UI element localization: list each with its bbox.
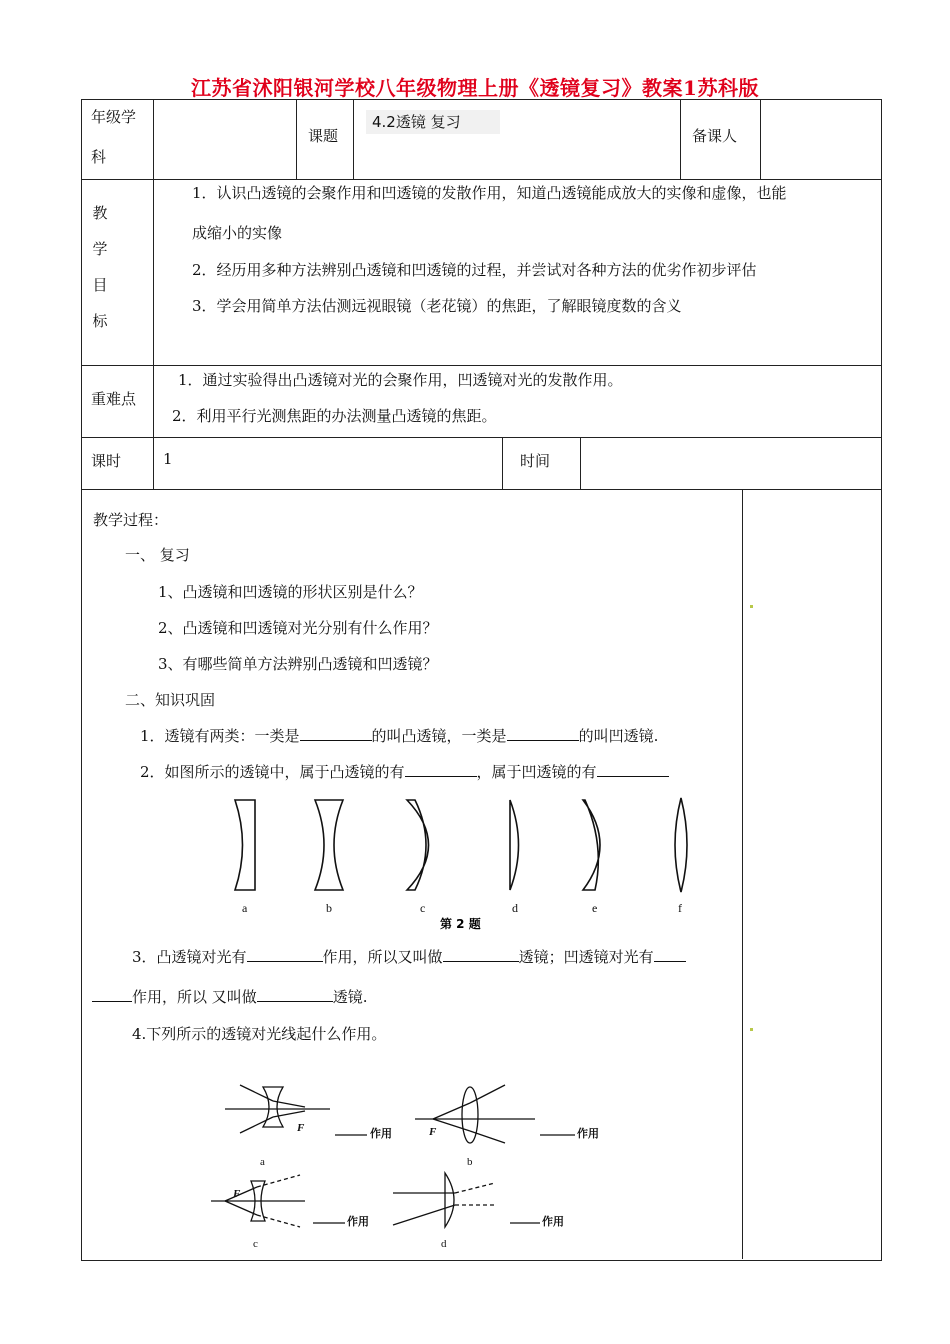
answer-blank[interactable] (597, 762, 669, 777)
ray-line (433, 1119, 470, 1131)
lens-figure-caption: 第 2 题 (440, 917, 481, 931)
scan-dot (750, 1028, 753, 1031)
key-points-label: 重难点 (91, 390, 137, 408)
review-question: 3、有哪些简单方法辨别凸透镜和凹透镜？ (158, 655, 438, 673)
objective-line: 成缩小的实像 (192, 224, 283, 242)
lens-d-plano-convex (510, 800, 519, 890)
lens-label: e (592, 901, 598, 915)
review-question: 1、凸透镜和凹透镜的形状区别是什么？ (158, 583, 423, 601)
grade-subject-label: 年级学 科 (91, 108, 137, 166)
objective-line: 2．经历用多种方法辨别凸透镜和凹透镜的过程，并尝试对各种方法的优劣作初步评估 (192, 261, 757, 279)
ray-diagrams-figure (205, 1075, 615, 1255)
lens-f-double-convex (675, 798, 687, 892)
effect-label: 作用 (577, 1127, 599, 1140)
answer-blank[interactable] (654, 947, 686, 962)
focus-label: F (429, 1126, 437, 1138)
document-title: 江苏省沭阳银河学校八年级物理上册《透镜复习》教案1苏科版 (191, 76, 759, 100)
preparer-label: 备课人 (692, 127, 738, 145)
ray-line (393, 1205, 455, 1225)
row-divider (81, 365, 881, 366)
focus-label: F (297, 1122, 305, 1134)
lens-c-meniscus (407, 800, 429, 890)
column-divider (502, 437, 503, 489)
topic-value: 4.2透镜 复习 (366, 110, 500, 134)
lens-b-double-concave (315, 800, 343, 890)
ray-diagram-label: a (260, 1156, 265, 1168)
topic-label: 课题 (308, 127, 339, 145)
ray-line (433, 1103, 470, 1119)
scan-dot (750, 605, 753, 608)
section-consolidation: 二、知识巩固 (125, 691, 216, 709)
question-3: 3．凸透镜对光有 作用，所以又叫做 透镜；凹透镜对光有 (132, 947, 686, 967)
lens-e-meniscus (583, 800, 600, 890)
question-4: 4.下列所示的透镜对光线起什么作用。 (132, 1025, 387, 1043)
review-question: 2、凸透镜和凹透镜对光分别有什么作用？ (158, 619, 438, 637)
ray-diagram-d-lens (445, 1173, 454, 1227)
ray-diagram-b-lens (462, 1087, 478, 1143)
lens-a-plano-concave (235, 800, 255, 890)
ray-diagram-label: d (441, 1238, 447, 1250)
ray-line (455, 1183, 495, 1193)
key-point-line: 2．利用平行光测焦距的办法测量凸透镜的焦距。 (172, 407, 497, 425)
period-value: 1 (163, 450, 173, 468)
column-divider (153, 179, 154, 489)
row-divider (81, 489, 881, 490)
answer-blank[interactable] (507, 726, 579, 741)
objective-line: 3．学会用简单方法估测远视眼镜（老花镜）的焦距，了解眼镜度数的含义 (192, 297, 682, 315)
lens-label: a (242, 901, 248, 915)
answer-blank[interactable] (300, 726, 372, 741)
process-heading: 教学过程： (93, 511, 169, 529)
column-divider (153, 99, 154, 179)
effect-label: 作用 (542, 1215, 564, 1228)
question-3-cont: 作用，所以 又叫做 透镜. (92, 987, 368, 1007)
lens-label: f (678, 901, 682, 915)
answer-blank[interactable] (92, 987, 132, 1002)
lens-shapes-figure (215, 790, 705, 935)
lens-label: c (420, 901, 426, 915)
column-divider (680, 99, 681, 179)
column-divider (760, 99, 761, 179)
ray-line (240, 1117, 273, 1133)
effect-label: 作用 (370, 1127, 392, 1140)
answer-blank[interactable] (443, 947, 519, 962)
column-divider (580, 437, 581, 489)
ray-line (225, 1201, 257, 1215)
lens-label: b (326, 901, 332, 915)
section-review: 一、 复习 (125, 546, 190, 564)
focus-label: F (233, 1188, 241, 1200)
key-point-line: 1．通过实验得出凸透镜对光的会聚作用，凹透镜对光的发散作用。 (178, 371, 623, 389)
answer-blank[interactable] (247, 947, 323, 962)
ray-line (225, 1187, 257, 1201)
ray-diagram-label: b (467, 1156, 473, 1168)
question-1: 1．透镜有两类：一类是 的叫凸透镜，一类是 的叫凹透镜. (140, 727, 659, 745)
column-divider (742, 489, 743, 1259)
time-label: 时间 (520, 452, 551, 470)
question-2: 2．如图所示的透镜中，属于凸透镜的有 ，属于凹透镜的有 (140, 762, 669, 782)
column-divider (353, 99, 354, 179)
row-divider (81, 437, 881, 438)
answer-blank[interactable] (257, 987, 333, 1002)
ray-line (273, 1101, 305, 1107)
period-label: 课时 (91, 452, 122, 470)
objective-line: 1．认识凸透镜的会聚作用和凹透镜的发散作用，知道凸透镜能成放大的实像和虚像，也能 (192, 184, 787, 202)
answer-blank[interactable] (405, 762, 477, 777)
column-divider (296, 99, 297, 179)
lens-label: d (512, 901, 518, 915)
ray-diagram-label: c (253, 1238, 258, 1250)
effect-label: 作用 (347, 1215, 369, 1228)
objectives-label: 教 学 目 标 (92, 204, 108, 330)
row-divider (81, 179, 881, 180)
